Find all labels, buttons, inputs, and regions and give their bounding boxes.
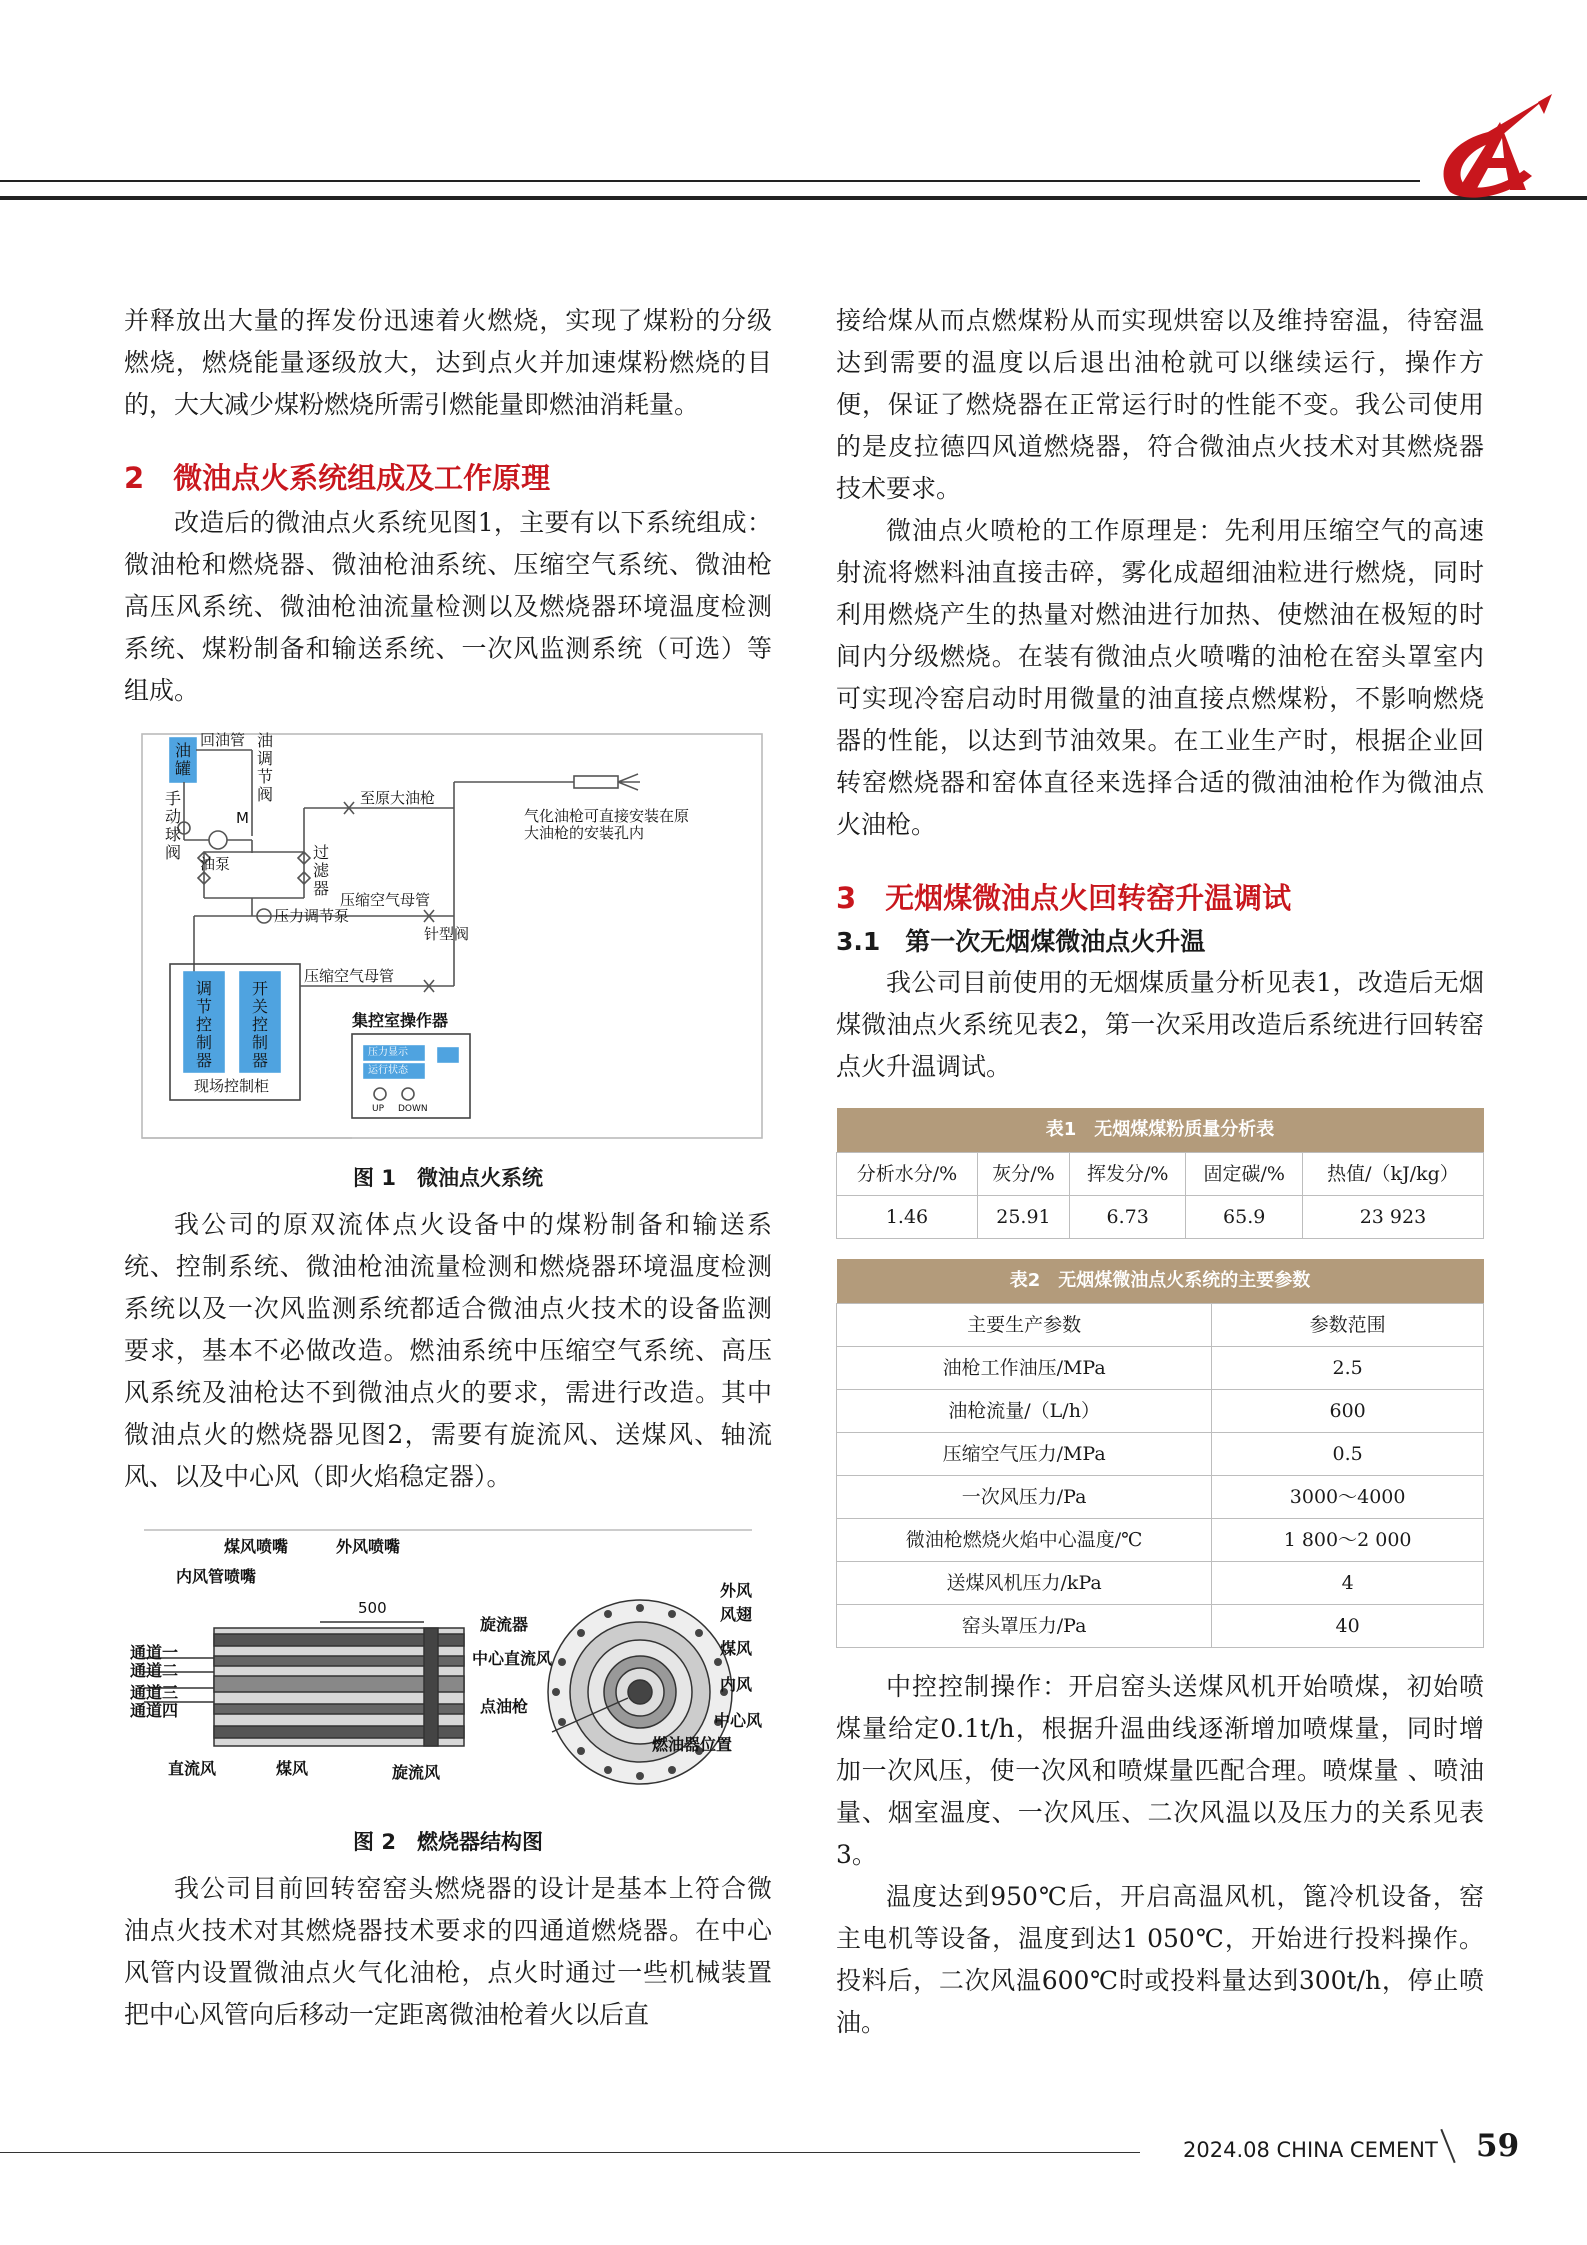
table-2-cell: 压缩空气压力/MPa xyxy=(837,1433,1212,1476)
left-paragraph-1: 并释放出大量的挥发份迅速着火燃烧，实现了煤粉的分级燃烧，燃烧能量逐级放大，达到点火并加速煤粉燃烧的目的，大大减少煤粉燃烧所需引燃能量即燃油消耗量。 xyxy=(124,306,772,419)
table-1-cell: 23 923 xyxy=(1302,1196,1483,1239)
regulating-controller-label: 调节控制器 xyxy=(195,979,212,1070)
table-row xyxy=(837,1347,1484,1390)
coal-air-nozzle-label: 煤风喷嘴 xyxy=(224,1537,289,1556)
filter-label: 过滤器 xyxy=(312,843,329,898)
footer-divider xyxy=(1440,2129,1455,2163)
right-paragraph-2: 微油点火喷枪的工作原理是：先利用压缩空气的高速射流将燃料油直接击碎，雾化成超细油粒进行燃烧，同时利用燃烧产生的热量对燃油进行加热、使燃油在极短的时间内分级燃烧。在装有微油点火喷嘴的油枪在窑头罩室内可实现冷窑启动时用微量的油直接点燃煤粉，不影响燃烧器的性能，以达到节油效果。在工业生产时，根据企业回转窑燃烧器和窑体直径来选择合适的微油油枪作为微油点火油枪。 xyxy=(836,516,1484,839)
channel-4-label: 通道四 xyxy=(130,1701,179,1720)
coal-air-right-label: 煤风 xyxy=(720,1639,753,1658)
table-row xyxy=(837,1562,1484,1605)
ignition-oil-gun-label: 点油枪 xyxy=(480,1697,529,1716)
table-2-cell: 微油枪燃烧火焰中心温度/℃ xyxy=(837,1519,1212,1562)
motor-label: M xyxy=(236,809,249,827)
oil-pump-label: 油泵 xyxy=(200,855,231,873)
table-1-header: 灰分/% xyxy=(977,1153,1069,1196)
up-button-label: UP xyxy=(372,1104,385,1114)
table-row xyxy=(837,1196,1484,1239)
oil-regulating-valve-label: 油调节阀 xyxy=(256,731,273,804)
journal-footer: 2024.08 CHINA CEMENT xyxy=(1183,2138,1438,2162)
figure-2-lines xyxy=(124,1522,772,1812)
outer-air-label: 外风 xyxy=(720,1581,753,1600)
header-rule-thick xyxy=(0,196,1587,200)
table-2-wrapper xyxy=(836,1259,1484,1648)
left-paragraph-2: 改造后的微油点火系统见图1，主要有以下系统组成：微油枪和燃烧器、微油枪油系统、压缩空气系统、微油枪高压风系统、微油枪油流量检测以及燃烧器环境温度检测系统、煤粉制备和输送系统、一次风监测系统（可选）等组成。 xyxy=(124,508,772,705)
table-1-wrapper xyxy=(836,1108,1484,1239)
left-paragraph-3: 我公司的原双流体点火设备中的煤粉制备和输送系统、控制系统、微油枪油流量检测和燃烧器环境温度检测系统以及一次风监测系统都适合微油点火技术的设备监测要求，基本不必做改造。燃油系统中压缩空气系统、高压风系统及油枪达不到微油点火的要求，需进行改造。其中微油点火的燃烧器见图2，需要有旋流风、送煤风、轴流风、以及中心风（即火焰稳定器）。 xyxy=(124,1210,772,1491)
figure-2-caption: 图 2 燃烧器结构图 xyxy=(353,1830,543,1854)
outer-air-nozzle-label: 外风喷嘴 xyxy=(336,1537,401,1556)
operator-screen-1: 压力显示 xyxy=(368,1047,408,1058)
dimension-500: 500 xyxy=(358,1599,387,1617)
table-2-cell: 油枪工作油压/MPa xyxy=(837,1347,1212,1390)
table-2-cell: 送煤风机压力/kPa xyxy=(837,1562,1212,1605)
down-button-label: DOWN xyxy=(398,1104,428,1114)
table-2-header: 参数范围 xyxy=(1212,1304,1484,1347)
table-row xyxy=(837,1476,1484,1519)
return-pipe-label: 回油管 xyxy=(200,731,246,749)
channel-1-label: 通道一 xyxy=(130,1643,179,1662)
right-paragraph-5: 温度达到950℃后，开启高温风机，篦冷机设备，窑主电机等设备，温度到达1 050℃，开始进行投料操作。投料后，二次风温600℃时或投料量达到300t/h，停止喷油。 xyxy=(836,1882,1484,2037)
to-main-oil-gun-label: 至原大油枪 xyxy=(360,789,436,807)
table-2-cell: 2.5 xyxy=(1212,1347,1484,1390)
figure-2-burner-structure xyxy=(124,1522,772,1812)
table-2-cell: 0.5 xyxy=(1212,1433,1484,1476)
table-2-cell: 40 xyxy=(1212,1605,1484,1648)
channel-2-label: 通道二 xyxy=(130,1661,179,1680)
operator-screen-2: 运行状态 xyxy=(368,1065,408,1076)
table-2-cell: 4 xyxy=(1212,1562,1484,1605)
table-1 xyxy=(836,1108,1484,1239)
table-2-cell: 油枪流量/（L/h） xyxy=(837,1390,1212,1433)
table-1-cell: 1.46 xyxy=(837,1196,978,1239)
central-control-operator-label: 集控室操作器 xyxy=(352,1011,449,1030)
coal-air-label: 煤风 xyxy=(276,1759,309,1778)
inner-air-label: 内风 xyxy=(720,1675,753,1694)
right-paragraph-1: 接给煤从而点燃煤粉从而实现烘窑以及维持窑温，待窑温达到需要的温度以后退出油枪就可以继续运行，操作方便，保证了燃烧器在正常运行时的性能不变。我公司使用的是皮拉德四风道燃烧器，符合微油点火技术对其燃烧器技术要求。 xyxy=(836,306,1484,503)
table-1-title: 表1 无烟煤煤粉质量分析表 xyxy=(837,1108,1484,1153)
table-row xyxy=(837,1605,1484,1648)
figure-1-caption: 图 1 微油点火系统 xyxy=(353,1166,543,1190)
table-1-header: 固定碳/% xyxy=(1186,1153,1302,1196)
oil-tank-label: 油罐 xyxy=(174,741,191,778)
table-2-cell: 1 800～2 000 xyxy=(1212,1519,1484,1562)
table-row xyxy=(837,1519,1484,1562)
compressed-air-main-label-1: 压缩空气母管 xyxy=(340,891,431,909)
swirl-air-label: 旋流风 xyxy=(392,1763,441,1782)
pressure-regulating-pump-label: 压力调节泵 xyxy=(274,907,350,925)
table-1-cell: 6.73 xyxy=(1069,1196,1185,1239)
compressed-air-main-label-2: 压缩空气母管 xyxy=(304,967,395,985)
table-2-cell: 一次风压力/Pa xyxy=(837,1476,1212,1519)
air-fin-label: 风翅 xyxy=(720,1605,753,1624)
swirler-label: 旋流器 xyxy=(480,1615,529,1634)
right-paragraph-4: 中控控制操作：开启窑头送煤风机开始喷煤，初始喷煤量给定0.1t/h，根据升温曲线逐渐增加喷煤量，同时增加一次风压，使一次风和喷煤量匹配合理。喷煤量 、喷油量、烟室温度、一次风压、二次风温以及压力的关系见表3。 xyxy=(836,1672,1484,1869)
table-1-cell: 25.91 xyxy=(977,1196,1069,1239)
table-1-header: 分析水分/% xyxy=(837,1153,978,1196)
left-column xyxy=(124,300,772,2036)
oil-burner-position-label: 燃油器位置 xyxy=(652,1735,733,1754)
page-number: 59 xyxy=(1476,2128,1520,2164)
right-paragraph-3: 我公司目前使用的无烟煤质量分析见表1，改造后无烟煤微油点火系统见表2，第一次采用改造后系统进行回转窑点火升温调试。 xyxy=(836,968,1484,1081)
table-row xyxy=(837,1433,1484,1476)
gasified-oil-gun-note: 气化油枪可直接安装在原大油枪的安装孔内 xyxy=(524,807,690,842)
table-2-title: 表2 无烟煤微油点火系统的主要参数 xyxy=(837,1259,1484,1304)
section-2-heading: 2 微油点火系统组成及工作原理 xyxy=(124,461,551,495)
section-3-heading: 3 无烟煤微油点火回转窑升温调试 xyxy=(836,881,1292,915)
table-row xyxy=(837,1390,1484,1433)
figure-1-micro-oil-ignition-system xyxy=(124,728,772,1148)
needle-valve-label: 针型阀 xyxy=(424,925,470,943)
section-3-1-heading: 3.1 第一次无烟煤微油点火升温 xyxy=(836,927,1206,956)
inner-air-pipe-nozzle-label: 内风管喷嘴 xyxy=(176,1567,257,1586)
header-rule-thin xyxy=(0,180,1420,182)
table-1-cell: 65.9 xyxy=(1186,1196,1302,1239)
table-2-cell: 600 xyxy=(1212,1390,1484,1433)
switch-controller-label: 开关控制器 xyxy=(251,979,268,1070)
table-1-header: 热值/（kJ/kg） xyxy=(1302,1153,1483,1196)
footer-rule xyxy=(0,2152,1140,2153)
manual-ball-valve-label: 手动球阀 xyxy=(164,789,181,862)
table-1-header: 挥发分/% xyxy=(1069,1153,1185,1196)
center-direct-air-label: 中心直流风 xyxy=(472,1649,553,1668)
table-2 xyxy=(836,1259,1484,1648)
table-2-cell: 窑头罩压力/Pa xyxy=(837,1605,1212,1648)
table-2-cell: 3000～4000 xyxy=(1212,1476,1484,1519)
channel-3-label: 通道三 xyxy=(130,1683,179,1702)
field-control-cabinet-label: 现场控制柜 xyxy=(194,1077,270,1095)
direct-air-label: 直流风 xyxy=(168,1759,217,1778)
center-air-label: 中心风 xyxy=(714,1711,763,1730)
right-column xyxy=(836,300,1484,2044)
sinoma-logo-icon xyxy=(1428,92,1558,202)
left-paragraph-4: 我公司目前回转窑窑头燃烧器的设计是基本上符合微油点火技术对其燃烧器技术要求的四通道燃烧器。在中心风管内设置微油点火气化油枪，点火时通过一些机械装置把中心风管向后移动一定距离微油枪着火以后直 xyxy=(124,1874,772,2029)
table-2-header: 主要生产参数 xyxy=(837,1304,1212,1347)
